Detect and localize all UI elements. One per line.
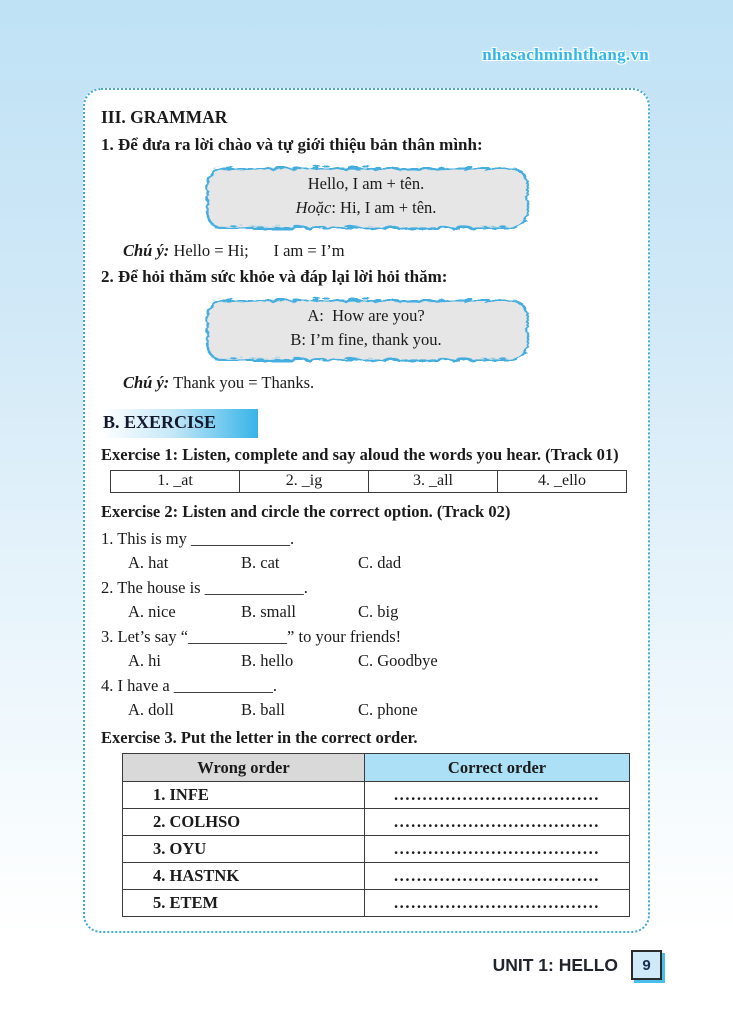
option-b: B. hello [241,651,294,670]
wrong-order-cell: 5. ETEM [123,890,365,917]
unit-title: UNIT 1: HELLO [492,954,618,975]
grammar-box-line-rest: : Hi, I am + tên. [331,198,437,217]
grammar-note-2 [123,373,631,393]
grammar-section-heading: III. GRAMMAR [101,107,228,127]
note-label: Chú ý: [123,373,170,392]
exercise2-title: Exercise 2: Listen and circle the correct option. (Track 02) [101,502,511,521]
exercise1-cell: 4. _ello [498,471,627,493]
option-a: A. doll [128,700,174,719]
correct-order-answer-line: .................................... [365,836,630,863]
page-number-badge: 9 [631,950,662,980]
exercise1-title: Exercise 1: Listen, complete and say aloud the words you hear. (Track 01) [101,445,619,464]
option-b: B. ball [241,700,285,719]
option-a: A. nice [128,602,176,621]
question-text: 3. Let’s say “____________” to your friends! [101,627,402,646]
grammar-rule2-title: 2. Để hỏi thăm sức khỏe và đáp lại lời hỏi thăm: [101,267,448,286]
exercise1-cell: 2. _ig [240,471,369,493]
question-options [128,698,631,721]
option-c: C. dad [358,553,402,572]
grammar-rule1-title: 1. Để đưa ra lời chào và tự giới thiệu bản thân mình: [101,135,483,154]
correct-order-answer-line: .................................... [365,863,630,890]
option-c: C. phone [358,700,418,719]
grammar-box-line: A: How are you? [307,306,425,325]
exercise2-questions [101,527,631,721]
option-b: B. cat [241,553,280,572]
hoac-italic: Hoặc [295,198,332,217]
exercise-section [101,409,631,438]
exercise3-title: Exercise 3. Put the letter in the correct order. [101,728,418,747]
option-c: C. big [358,602,399,621]
table-row [111,471,627,493]
exercise1-cell: 3. _all [369,471,498,493]
table-row [123,782,630,809]
option-c: C. Goodbye [358,651,438,670]
correct-order-answer-line: .................................... [365,782,630,809]
exercise-section-heading: B. EXERCISE [101,409,258,438]
grammar-box-howareyou [201,294,531,364]
wrong-order-cell: 2. COLHSO [123,809,365,836]
page-content-card [83,88,650,933]
note-text: Hello = Hi; I am = I’m [169,241,345,260]
exercise1-cell: 1. _at [111,471,240,493]
correct-order-answer-line: .................................... [365,809,630,836]
option-b: B. small [241,602,297,621]
table-row [123,890,630,917]
grammar-box-line: Hello, I am + tên. [307,174,425,193]
wrong-order-cell: 3. OYU [123,836,365,863]
grammar-note-1 [123,241,631,261]
table-row [123,836,630,863]
grammar-box-greeting [201,162,531,232]
wrong-order-cell: 1. INFE [123,782,365,809]
grammar-box-line: B: I’m fine, thank you. [290,330,442,349]
wrong-order-cell: 4. HASTNK [123,863,365,890]
question-text: 1. This is my ____________. [101,529,295,548]
table-row [123,863,630,890]
option-a: A. hat [128,553,169,572]
note-text: Thank you = Thanks. [169,373,315,392]
question-options [128,551,631,574]
correct-order-answer-line: .................................... [365,890,630,917]
table-row [123,809,630,836]
question-options [128,649,631,672]
exercise3-table [122,753,630,917]
option-a: A. hi [128,651,161,670]
note-label: Chú ý: [123,241,170,260]
wrong-order-header: Wrong order [123,754,365,782]
question-text: 2. The house is ____________. [101,578,308,597]
page-footer [493,950,662,980]
grammar-box-line [201,196,531,220]
site-watermark: nhasachminhthang.vn [482,45,649,64]
correct-order-header: Correct order [365,754,630,782]
exercise1-table [110,470,627,493]
table-header-row [123,754,630,782]
question-options [128,600,631,623]
question-text: 4. I have a ____________. [101,676,277,695]
